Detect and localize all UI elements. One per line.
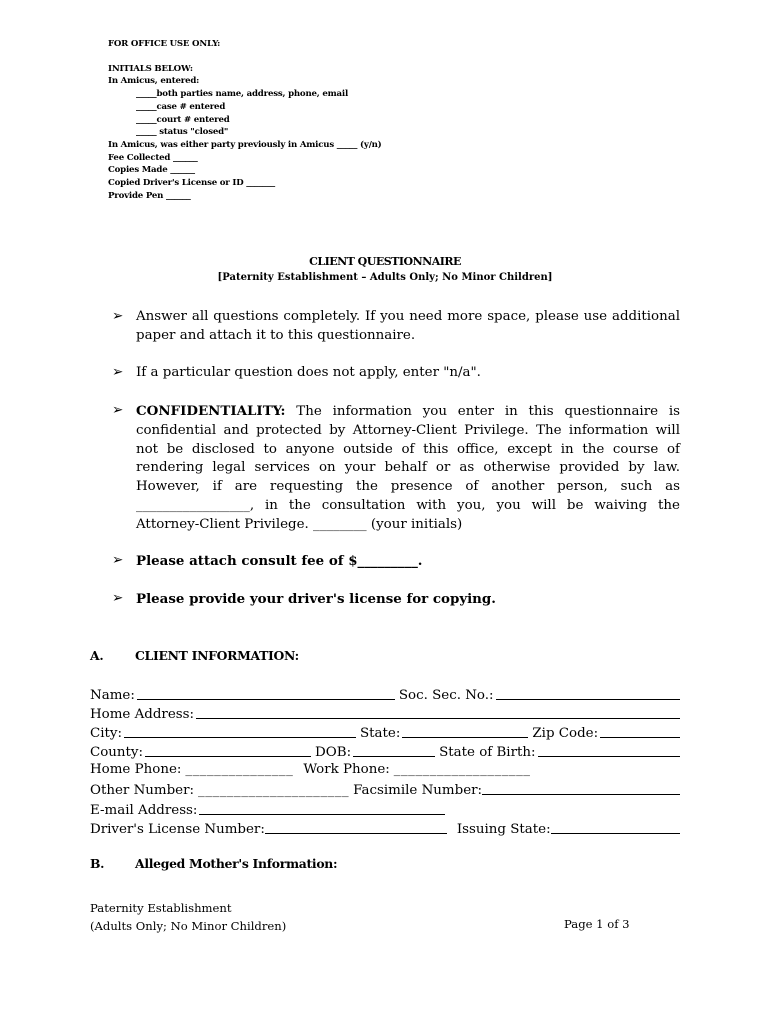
amicus-entered-label: In Amicus, entered: <box>108 76 200 87</box>
work-phone-field[interactable]: ___________________ <box>393 762 531 778</box>
client-information-form <box>90 684 680 837</box>
copies-made-line: Copies Made ______ <box>108 165 195 176</box>
name-label: Name: <box>90 688 135 703</box>
bullet-text <box>136 402 680 535</box>
office-use-header: FOR OFFICE USE ONLY: <box>108 39 221 49</box>
section-number: A. <box>90 648 104 663</box>
fax-field[interactable] <box>482 780 680 795</box>
arrow-bullet-icon: ➢ <box>112 403 124 418</box>
dob-field[interactable] <box>353 742 435 757</box>
copied-license-line: Copied Driver's License or ID _______ <box>108 178 275 189</box>
email-field[interactable] <box>199 800 445 815</box>
arrow-bullet-icon: ➢ <box>112 591 124 606</box>
form-row <box>90 799 680 818</box>
page-footer <box>90 900 286 935</box>
bullet-answer-all <box>112 308 680 346</box>
office-item: _____court # entered <box>136 114 230 125</box>
footer-line: (Adults Only; No Minor Children) <box>90 918 287 933</box>
city-label: City: <box>90 726 122 742</box>
document-title: CLIENT QUESTIONNAIRE <box>309 255 461 268</box>
section-title: Alleged Mother's Information: <box>135 856 338 871</box>
arrow-bullet-icon: ➢ <box>112 553 124 568</box>
zip-label: Zip Code: <box>532 726 599 742</box>
other-number-field[interactable]: _____________________ <box>198 783 350 799</box>
bullet-consult-fee <box>112 552 680 572</box>
state-field[interactable] <box>402 723 528 738</box>
form-row <box>90 741 680 760</box>
county-field[interactable] <box>145 742 311 757</box>
page-number: Page 1 of 3 <box>564 917 630 931</box>
confidentiality-text: The information you enter in this questionnaire is confidential and protected by Attorney-Client Privilege. The information will not be disclosed to anyone outside of this office, except in the course of rendering legal services on your behalf or as otherwise provided by law. However, if are requesting the presence of another person, such as _________________, in the consultation with you, you will be waiving the Attorney-Client Privilege. ________ (your initials) <box>136 404 680 532</box>
section-b-heading <box>90 856 337 871</box>
name-field[interactable] <box>137 685 395 700</box>
birth-state-label: State of Birth: <box>439 745 536 761</box>
bullet-text: If a particular question does not apply, enter "n/a". <box>136 365 481 380</box>
section-a-heading <box>90 648 299 663</box>
dl-number-field[interactable] <box>265 819 447 834</box>
arrow-bullet-icon: ➢ <box>112 365 124 380</box>
bullet-confidentiality <box>112 402 680 535</box>
bullet-text: Answer all questions completely. If you need more space, please use additional paper and attach it to this questionnaire. <box>136 309 680 343</box>
issuing-state-label: Issuing State: <box>456 821 551 837</box>
arrow-bullet-icon: ➢ <box>112 309 124 324</box>
fee-collected-line: Fee Collected ______ <box>108 152 198 163</box>
amicus-previously-line: In Amicus, was either party previously in Amicus _____ (y/n) <box>108 139 382 150</box>
home-address-field[interactable] <box>196 704 680 719</box>
initials-label: INITIALS BELOW: <box>108 63 193 74</box>
form-row <box>90 760 680 779</box>
section-number: B. <box>90 856 105 871</box>
work-phone-label: Work Phone: <box>303 762 390 778</box>
bullet-text: Please attach consult fee of $_________. <box>136 553 423 569</box>
bullet-na <box>112 364 680 383</box>
document-subtitle: [Paternity Establishment – Adults Only; No Minor Children] <box>217 272 553 283</box>
email-label: E-mail Address: <box>90 802 198 818</box>
ssn-field[interactable] <box>496 685 680 700</box>
confidentiality-label: CONFIDENTIALITY: <box>136 403 286 419</box>
home-phone-field[interactable]: _______________ <box>185 762 294 778</box>
form-row <box>90 722 680 741</box>
office-item: _____ status "closed" <box>136 127 229 138</box>
form-row <box>90 818 680 837</box>
issuing-state-field[interactable] <box>551 819 680 834</box>
bullet-drivers-license <box>112 590 680 610</box>
dob-label: DOB: <box>315 745 352 761</box>
office-item: _____both parties name, address, phone, email <box>136 89 349 100</box>
fax-label: Facsimile Number: <box>353 783 483 799</box>
ssn-label: Soc. Sec. No.: <box>398 688 494 703</box>
county-label: County: <box>90 745 144 761</box>
form-row <box>90 779 680 798</box>
section-title: CLIENT INFORMATION: <box>135 648 299 663</box>
footer-line: Paternity Establishment <box>90 901 232 915</box>
home-address-label: Home Address: <box>90 707 195 723</box>
form-row <box>90 703 680 722</box>
office-use-block <box>108 38 382 202</box>
dl-number-label: Driver's License Number: <box>90 821 265 837</box>
office-item: _____case # entered <box>136 101 226 112</box>
provide-pen-line: Provide Pen ______ <box>108 190 191 201</box>
birth-state-field[interactable] <box>538 742 680 757</box>
form-row <box>90 684 680 703</box>
zip-field[interactable] <box>600 723 680 738</box>
other-number-label: Other Number: <box>90 783 195 799</box>
state-label: State: <box>360 726 401 742</box>
bullet-text: Please provide your driver's license for copying. <box>136 591 496 607</box>
city-field[interactable] <box>124 723 356 738</box>
home-phone-label: Home Phone: <box>90 762 182 778</box>
